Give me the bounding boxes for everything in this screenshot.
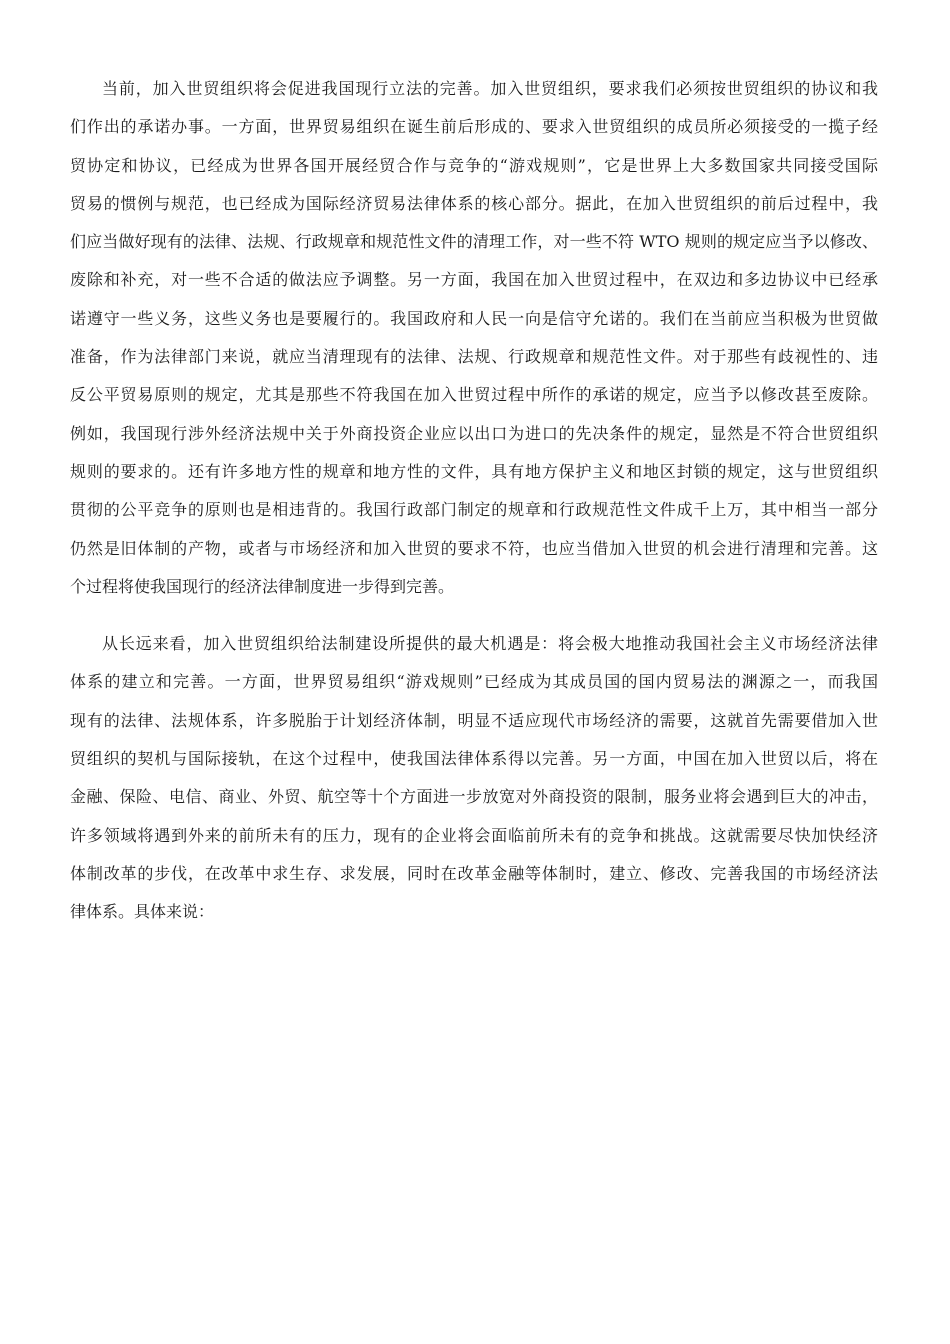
text-line: 体制改革的步伐，在改革中求生存、求发展，同时在改革金融等体制时，建立、修改、完善我国的市场经济法 xyxy=(70,863,878,883)
text-line: 个过程将使我国现行的经济法律制度进一步得到完善。 xyxy=(70,576,455,596)
text-line: 贯彻的公平竞争的原则也是相违背的。我国行政部门制定的规章和行政规范性文件成千上万，其中相当一部分 xyxy=(70,500,878,520)
text-line: 体系的建立和完善。一方面，世界贸易组织“游戏规则”已经成为其成员国的国内贸易法的渊源之一，而我国 xyxy=(70,672,878,692)
text-line: 贸易的惯例与规范，也已经成为国际经济贸易法律体系的核心部分。据此，在加入世贸组织的前后过程中，我 xyxy=(70,193,878,213)
text-line: 们作出的承诺办事。一方面，世界贸易组织在诞生前后形成的、要求入世贸组织的成员所必须接受的一揽子经 xyxy=(70,117,878,137)
paragraph-spacer xyxy=(70,606,878,625)
paragraph-2 xyxy=(70,625,878,931)
text-line: 反公平贸易原则的规定，尤其是那些不符我国在加入世贸过程中所作的承诺的规定，应当予以修改甚至废除。 xyxy=(70,385,878,405)
paragraph-1 xyxy=(70,70,878,606)
text-line: 从长远来看，加入世贸组织给法制建设所提供的最大机遇是：将会极大地推动我国社会主义市场经济法律 xyxy=(102,634,878,654)
text-line: 贸协定和协议，已经成为世界各国开展经贸合作与竞争的“游戏规则”，它是世界上大多数国家共同接受国际 xyxy=(70,155,878,175)
text-line: 规则的要求的。还有许多地方性的规章和地方性的文件，具有地方保护主义和地区封锁的规定，这与世贸组织 xyxy=(70,461,878,481)
text-line: 金融、保险、电信、商业、外贸、航空等十个方面进一步放宽对外商投资的限制，服务业将会遇到巨大的冲击， xyxy=(70,787,878,807)
text-line: 准备，作为法律部门来说，就应当清理现有的法律、法规、行政规章和规范性文件。对于那些有歧视性的、违 xyxy=(70,347,878,367)
text-line: 贸组织的契机与国际接轨，在这个过程中，使我国法律体系得以完善。另一方面，中国在加入世贸以后，将在 xyxy=(70,749,878,769)
text-line: 当前，加入世贸组织将会促进我国现行立法的完善。加入世贸组织，要求我们必须按世贸组织的协议和我 xyxy=(102,79,878,98)
text-line: 现有的法律、法规体系，许多脱胎于计划经济体制，明显不适应现代市场经济的需要，这就首先需要借加入世 xyxy=(70,710,878,730)
text-line: 例如，我国现行涉外经济法规中关于外商投资企业应以出口为进口的先决条件的规定，显然是不符合世贸组织 xyxy=(70,423,878,443)
text-line: 废除和补充，对一些不合适的做法应予调整。另一方面，我国在加入世贸过程中，在双边和多边协议中已经承 xyxy=(70,270,878,290)
text-line: 仍然是旧体制的产物，或者与市场经济和加入世贸的要求不符，也应当借加入世贸的机会进行清理和完善。这 xyxy=(70,538,878,558)
text-line: 们应当做好现有的法律、法规、行政规章和规范性文件的清理工作，对一些不符 WTO 规则的规定应当予以修改、 xyxy=(70,232,878,252)
text-line: 许多领域将遇到外来的前所未有的压力，现有的企业将会面临前所未有的竞争和挑战。这就需要尽快加快经济 xyxy=(70,825,878,845)
document-page xyxy=(70,70,878,932)
text-line: 律体系。具体来说： xyxy=(70,902,215,922)
text-line: 诺遵守一些义务，这些义务也是要履行的。我国政府和人民一向是信守允诺的。我们在当前应当积极为世贸做 xyxy=(70,308,878,328)
